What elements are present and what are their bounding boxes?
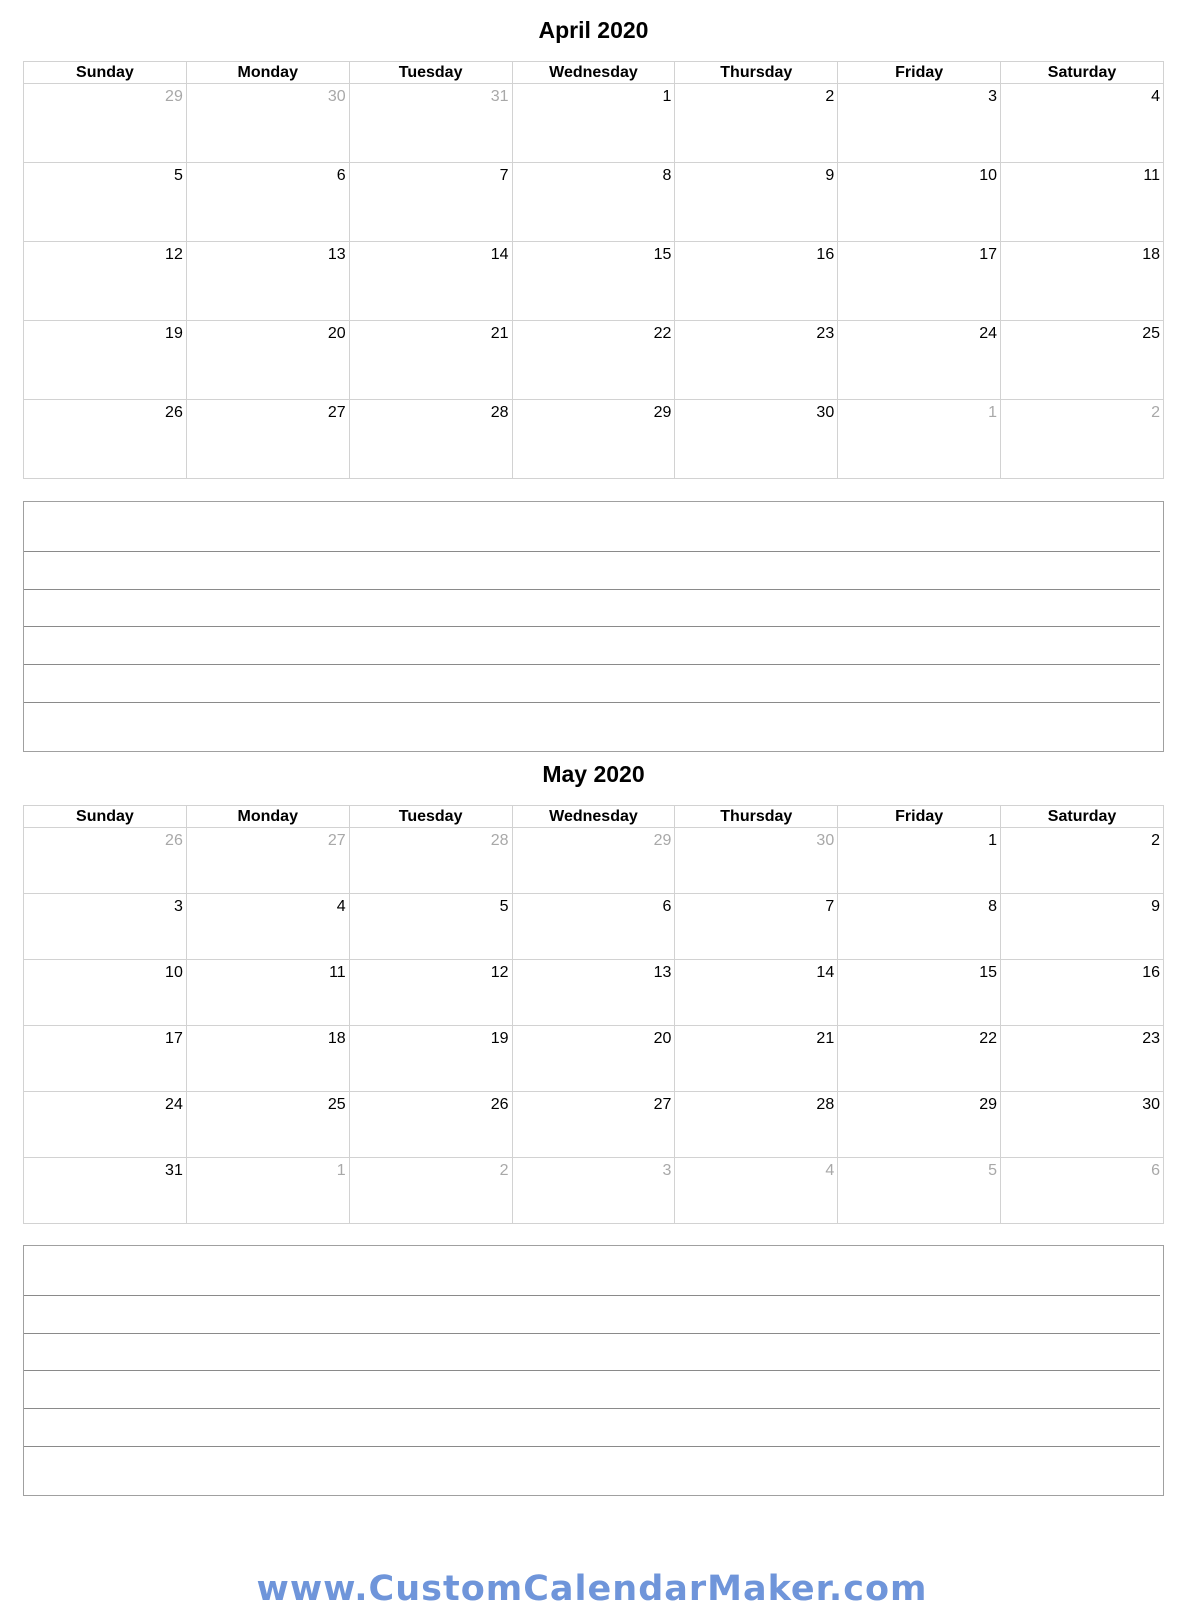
day-cell[interactable] — [24, 163, 187, 242]
day-number: 29 — [165, 88, 183, 105]
day-number: 20 — [327, 325, 346, 342]
day-number: 21 — [816, 1030, 835, 1047]
day-cell-other-month[interactable] — [512, 828, 675, 894]
day-cell[interactable] — [349, 1092, 512, 1158]
day-cell[interactable] — [24, 400, 187, 479]
day-number: 11 — [1143, 167, 1160, 184]
calendar-grid-may — [23, 805, 1164, 1224]
day-number: 16 — [1142, 964, 1160, 981]
day-cell[interactable] — [512, 163, 675, 242]
note-line — [24, 551, 1160, 552]
day-number: 15 — [979, 964, 998, 981]
weekday-header: Saturday — [1001, 806, 1164, 828]
day-cell-other-month[interactable] — [838, 400, 1001, 479]
weekday-header: Monday — [186, 62, 349, 84]
week-row — [24, 1092, 1164, 1158]
day-number: 25 — [1142, 325, 1160, 342]
day-cell[interactable] — [1001, 1026, 1164, 1092]
day-cell[interactable] — [24, 894, 187, 960]
day-number: 22 — [979, 1030, 998, 1047]
day-number: 12 — [165, 246, 183, 263]
day-number: 1 — [336, 1162, 346, 1179]
note-line — [24, 1295, 1160, 1296]
day-number: 27 — [327, 404, 346, 421]
day-cell[interactable] — [24, 242, 187, 321]
day-number: 1 — [988, 832, 998, 849]
week-row — [24, 84, 1164, 163]
week-row — [24, 960, 1164, 1026]
day-cell[interactable] — [675, 960, 838, 1026]
day-cell-other-month[interactable] — [675, 828, 838, 894]
day-cell-other-month[interactable] — [186, 84, 349, 163]
day-number: 4 — [1151, 88, 1160, 105]
day-number: 17 — [979, 246, 998, 263]
day-cell[interactable] — [24, 1158, 187, 1224]
note-line — [24, 589, 1160, 590]
day-cell[interactable] — [349, 400, 512, 479]
day-cell[interactable] — [24, 321, 187, 400]
day-cell[interactable] — [838, 1026, 1001, 1092]
day-number: 1 — [662, 88, 672, 105]
day-number: 29 — [653, 832, 672, 849]
day-cell[interactable] — [186, 242, 349, 321]
day-cell[interactable] — [1001, 894, 1164, 960]
day-number: 30 — [1142, 1096, 1160, 1113]
day-cell[interactable] — [349, 1026, 512, 1092]
note-line — [24, 1446, 1160, 1447]
day-cell-other-month[interactable] — [186, 1158, 349, 1224]
day-number: 27 — [327, 832, 346, 849]
day-number: 2 — [1151, 404, 1160, 421]
day-number: 2 — [1151, 832, 1160, 849]
weekday-header: Thursday — [675, 62, 838, 84]
day-cell-other-month[interactable] — [349, 84, 512, 163]
day-number: 5 — [173, 167, 183, 184]
day-number: 3 — [662, 1162, 672, 1179]
day-number: 28 — [816, 1096, 835, 1113]
notes-box-may[interactable] — [23, 1245, 1164, 1496]
day-cell[interactable] — [1001, 84, 1164, 163]
day-number: 5 — [499, 898, 509, 915]
day-number: 18 — [327, 1030, 346, 1047]
day-number: 23 — [816, 325, 835, 342]
weekday-header: Saturday — [1001, 62, 1164, 84]
day-cell[interactable] — [675, 400, 838, 479]
day-number: 20 — [653, 1030, 672, 1047]
day-cell[interactable] — [1001, 242, 1164, 321]
day-cell-other-month[interactable] — [512, 1158, 675, 1224]
day-cell[interactable] — [838, 163, 1001, 242]
day-number: 11 — [329, 964, 346, 981]
day-cell[interactable] — [675, 1026, 838, 1092]
day-cell-other-month[interactable] — [349, 828, 512, 894]
day-cell[interactable] — [838, 242, 1001, 321]
day-number: 8 — [662, 167, 672, 184]
day-cell[interactable] — [838, 84, 1001, 163]
day-number: 3 — [173, 898, 183, 915]
day-number: 24 — [165, 1096, 183, 1113]
day-cell[interactable] — [838, 960, 1001, 1026]
day-cell[interactable] — [675, 894, 838, 960]
day-number: 24 — [979, 325, 998, 342]
day-number: 18 — [1142, 246, 1160, 263]
day-number: 13 — [327, 246, 346, 263]
day-cell[interactable] — [186, 321, 349, 400]
day-cell[interactable] — [675, 242, 838, 321]
day-cell[interactable] — [512, 242, 675, 321]
day-number: 19 — [490, 1030, 509, 1047]
day-number: 30 — [816, 404, 835, 421]
day-number: 29 — [653, 404, 672, 421]
note-line — [24, 1333, 1160, 1334]
day-cell[interactable] — [675, 321, 838, 400]
day-number: 19 — [165, 325, 183, 342]
day-cell-other-month[interactable] — [24, 84, 187, 163]
weekday-header: Sunday — [24, 806, 187, 828]
day-number: 7 — [825, 898, 835, 915]
day-number: 10 — [979, 167, 998, 184]
day-cell[interactable] — [512, 1092, 675, 1158]
week-row — [24, 321, 1164, 400]
day-cell[interactable] — [349, 321, 512, 400]
day-number: 29 — [979, 1096, 998, 1113]
weekday-header: Wednesday — [512, 62, 675, 84]
day-cell-other-month[interactable] — [1001, 1158, 1164, 1224]
weekday-header-row — [24, 62, 1164, 84]
notes-box-april[interactable] — [23, 501, 1164, 752]
day-number: 6 — [662, 898, 672, 915]
week-row — [24, 400, 1164, 479]
day-cell[interactable] — [349, 894, 512, 960]
day-cell[interactable] — [349, 242, 512, 321]
day-number: 28 — [490, 832, 509, 849]
day-cell[interactable] — [349, 163, 512, 242]
day-cell-other-month[interactable] — [1001, 400, 1164, 479]
day-cell[interactable] — [186, 1026, 349, 1092]
day-number: 15 — [653, 246, 672, 263]
day-cell[interactable] — [838, 321, 1001, 400]
day-number: 31 — [490, 88, 509, 105]
note-line — [24, 1370, 1160, 1371]
day-number: 12 — [490, 964, 509, 981]
day-cell[interactable] — [24, 1092, 187, 1158]
day-number: 14 — [816, 964, 835, 981]
day-number: 30 — [327, 88, 346, 105]
month-title-may: May 2020 — [542, 761, 645, 787]
footer-website-link[interactable]: www.CustomCalendarMaker.com — [256, 1569, 928, 1609]
day-cell[interactable] — [512, 1026, 675, 1092]
week-row — [24, 242, 1164, 321]
weekday-header-row — [24, 806, 1164, 828]
day-number: 28 — [490, 404, 509, 421]
day-number: 2 — [499, 1162, 509, 1179]
day-number: 7 — [499, 167, 509, 184]
day-cell-other-month[interactable] — [675, 1158, 838, 1224]
day-number: 27 — [653, 1096, 672, 1113]
calendar-grid-april — [23, 61, 1164, 479]
day-number: 13 — [653, 964, 672, 981]
week-row — [24, 828, 1164, 894]
day-number: 5 — [988, 1162, 998, 1179]
day-cell[interactable] — [512, 960, 675, 1026]
day-cell[interactable] — [675, 1092, 838, 1158]
day-cell[interactable] — [349, 960, 512, 1026]
day-cell[interactable] — [24, 1026, 187, 1092]
weekday-header: Thursday — [675, 806, 838, 828]
day-number: 8 — [988, 898, 998, 915]
weekday-header: Wednesday — [512, 806, 675, 828]
day-cell[interactable] — [186, 400, 349, 479]
day-cell[interactable] — [512, 321, 675, 400]
day-cell[interactable] — [1001, 321, 1164, 400]
day-number: 10 — [165, 964, 183, 981]
day-cell[interactable] — [838, 1092, 1001, 1158]
day-cell[interactable] — [838, 894, 1001, 960]
week-row — [24, 894, 1164, 960]
day-cell[interactable] — [1001, 1092, 1164, 1158]
weekday-header: Tuesday — [349, 62, 512, 84]
note-line — [24, 1408, 1160, 1409]
week-row — [24, 163, 1164, 242]
day-cell[interactable] — [675, 163, 838, 242]
day-cell-other-month[interactable] — [838, 1158, 1001, 1224]
day-number: 4 — [825, 1162, 835, 1179]
day-number: 4 — [336, 898, 346, 915]
day-number: 14 — [490, 246, 509, 263]
day-number: 6 — [1151, 1162, 1160, 1179]
day-number: 16 — [816, 246, 835, 263]
day-cell[interactable] — [512, 84, 675, 163]
weekday-header: Sunday — [24, 62, 187, 84]
day-number: 26 — [165, 832, 183, 849]
week-row — [24, 1158, 1164, 1224]
day-cell[interactable] — [1001, 960, 1164, 1026]
day-cell[interactable] — [186, 1092, 349, 1158]
day-number: 26 — [490, 1096, 509, 1113]
note-line — [24, 702, 1160, 703]
day-cell-other-month[interactable] — [24, 828, 187, 894]
day-cell[interactable] — [1001, 163, 1164, 242]
weekday-header: Tuesday — [349, 806, 512, 828]
day-number: 6 — [336, 167, 346, 184]
day-number: 2 — [825, 88, 835, 105]
day-cell[interactable] — [675, 84, 838, 163]
note-line — [24, 626, 1160, 627]
day-cell[interactable] — [512, 400, 675, 479]
day-cell-other-month[interactable] — [349, 1158, 512, 1224]
day-cell-other-month[interactable] — [186, 828, 349, 894]
day-number: 30 — [816, 832, 835, 849]
day-number: 9 — [825, 167, 835, 184]
day-number: 31 — [165, 1162, 183, 1179]
day-number: 1 — [988, 404, 998, 421]
day-number: 26 — [165, 404, 183, 421]
day-cell[interactable] — [24, 960, 187, 1026]
day-number: 22 — [653, 325, 672, 342]
day-number: 21 — [490, 325, 509, 342]
day-number: 23 — [1142, 1030, 1160, 1047]
day-cell[interactable] — [186, 894, 349, 960]
weekday-header: Monday — [186, 806, 349, 828]
weekday-header: Friday — [838, 62, 1001, 84]
day-cell[interactable] — [512, 894, 675, 960]
month-title-april: April 2020 — [538, 17, 649, 43]
day-cell[interactable] — [838, 828, 1001, 894]
day-cell[interactable] — [186, 960, 349, 1026]
day-number: 25 — [327, 1096, 346, 1113]
day-number: 9 — [1151, 898, 1160, 915]
day-number: 17 — [165, 1030, 183, 1047]
day-cell[interactable] — [1001, 828, 1164, 894]
week-row — [24, 1026, 1164, 1092]
day-number: 3 — [988, 88, 998, 105]
day-cell[interactable] — [186, 163, 349, 242]
note-line — [24, 664, 1160, 665]
weekday-header: Friday — [838, 806, 1001, 828]
